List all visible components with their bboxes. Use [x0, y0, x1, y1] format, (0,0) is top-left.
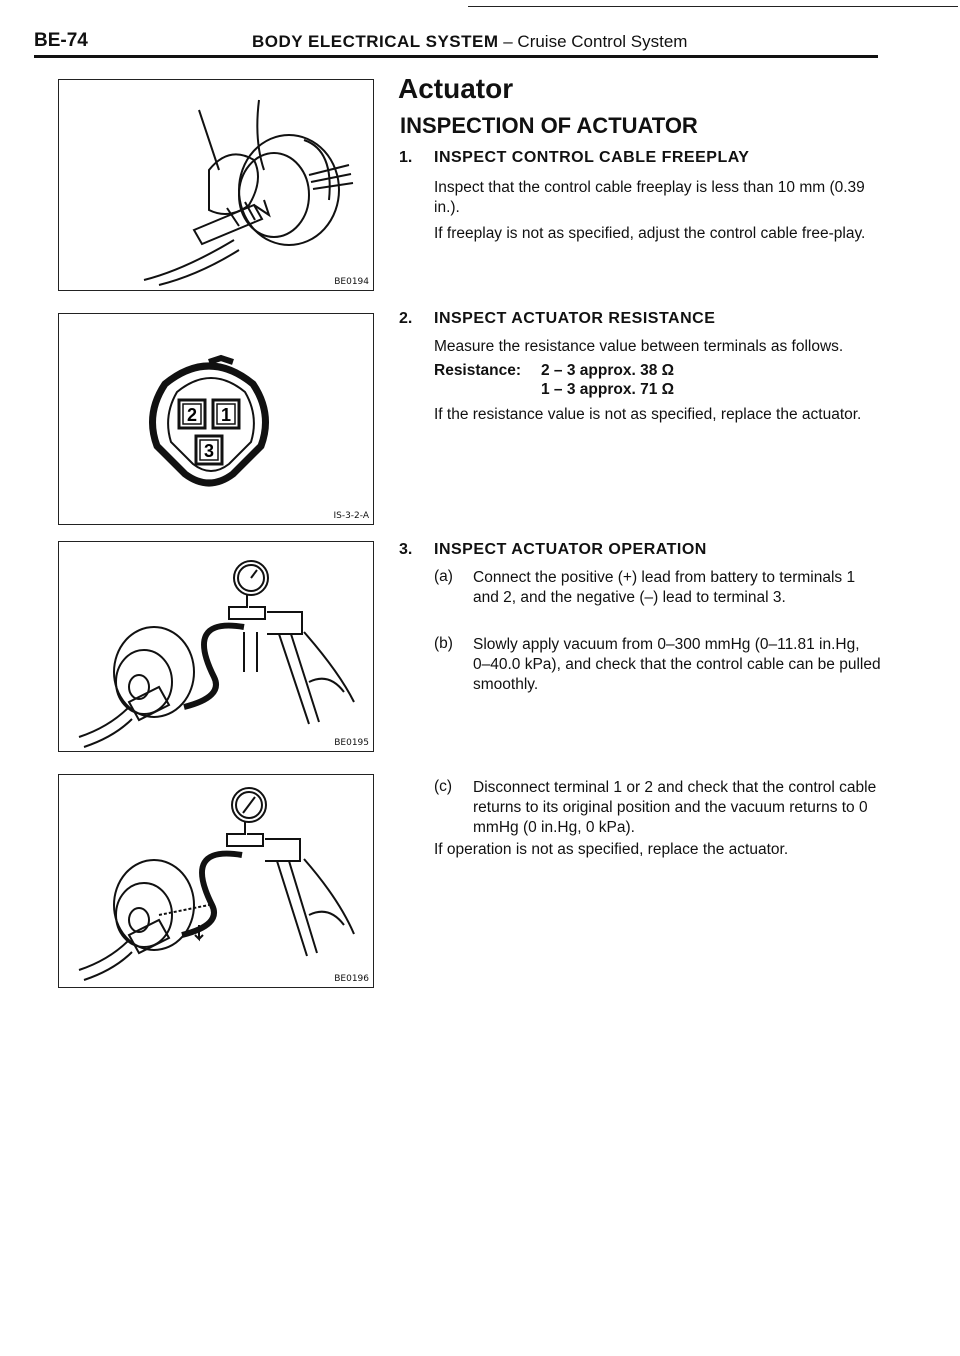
figure-vacuum-release	[58, 774, 374, 988]
terminal-3-label: 3	[203, 441, 215, 461]
resistance-label: Resistance:	[434, 362, 522, 379]
substep-c-text: Disconnect terminal 1 or 2 and check that the control cable returns to its original position and the vacuum returns to 0 mmHg (0 in.Hg, 0 kPa).	[473, 779, 877, 836]
figure-connector	[58, 313, 374, 525]
substep-a-text: Connect the positive (+) lead from battery to terminals 1 and 2, and the negative (–) lead to terminal 3.	[473, 569, 856, 606]
vacuum-pump-actuator-illustration	[59, 542, 373, 751]
terminal-2-label: 2	[186, 405, 198, 425]
step-3-number: 3.	[399, 541, 413, 558]
step-1-text-2: If freeplay is not as specified, adjust the control cable free-play.	[434, 225, 866, 242]
step-2-heading: INSPECT ACTUATOR RESISTANCE	[434, 310, 716, 327]
actuator-cable-freeplay-illustration	[59, 80, 373, 290]
substep-b-label: (b)	[434, 635, 453, 652]
page-subtitle: INSPECTION OF ACTUATOR	[400, 113, 698, 138]
figure-code: IS-3-2-A	[333, 511, 369, 521]
step-1-text-1: Inspect that the control cable freeplay is less than 10 mm (0.39 in.).	[434, 179, 865, 216]
substep-a-label: (a)	[434, 568, 453, 585]
section-title-rest: – Cruise Control System	[498, 32, 688, 51]
top-hairline	[468, 6, 958, 7]
step-2-text-2: If the resistance value is not as specified, replace the actuator.	[434, 406, 862, 423]
resistance-spec-2: 1 – 3 approx. 71 Ω	[541, 381, 675, 398]
header-rule	[34, 55, 878, 58]
figure-vacuum-apply	[58, 541, 374, 752]
figure-code: BE0196	[334, 974, 369, 984]
page-title: Actuator	[398, 73, 514, 104]
step-2-number: 2.	[399, 310, 413, 327]
substep-b-text: Slowly apply vacuum from 0–300 mmHg (0–11.81 in.Hg, 0–40.0 kPa), and check that the control cable can be pulled smoothly.	[473, 636, 881, 693]
figure-cable-freeplay	[58, 79, 374, 291]
step-3-final-text: If operation is not as specified, replace the actuator.	[434, 841, 789, 858]
page-number: BE-74	[34, 30, 88, 51]
terminal-1-label: 1	[220, 405, 232, 425]
step-3-heading: INSPECT ACTUATOR OPERATION	[434, 541, 707, 558]
step-1-heading: INSPECT CONTROL CABLE FREEPLAY	[434, 149, 750, 166]
section-title	[252, 32, 687, 52]
step-2-text-1: Measure the resistance value between terminals as follows.	[434, 338, 844, 355]
step-1-number: 1.	[399, 149, 413, 166]
section-title-bold: BODY ELECTRICAL SYSTEM	[252, 32, 499, 51]
substep-c-label: (c)	[434, 778, 453, 795]
figure-code: BE0195	[334, 738, 369, 748]
figure-code: BE0194	[334, 277, 369, 287]
vacuum-pump-actuator-release-illustration	[59, 775, 373, 987]
resistance-spec-1: 2 – 3 approx. 38 Ω	[541, 362, 675, 379]
connector-terminal-illustration	[59, 314, 373, 524]
